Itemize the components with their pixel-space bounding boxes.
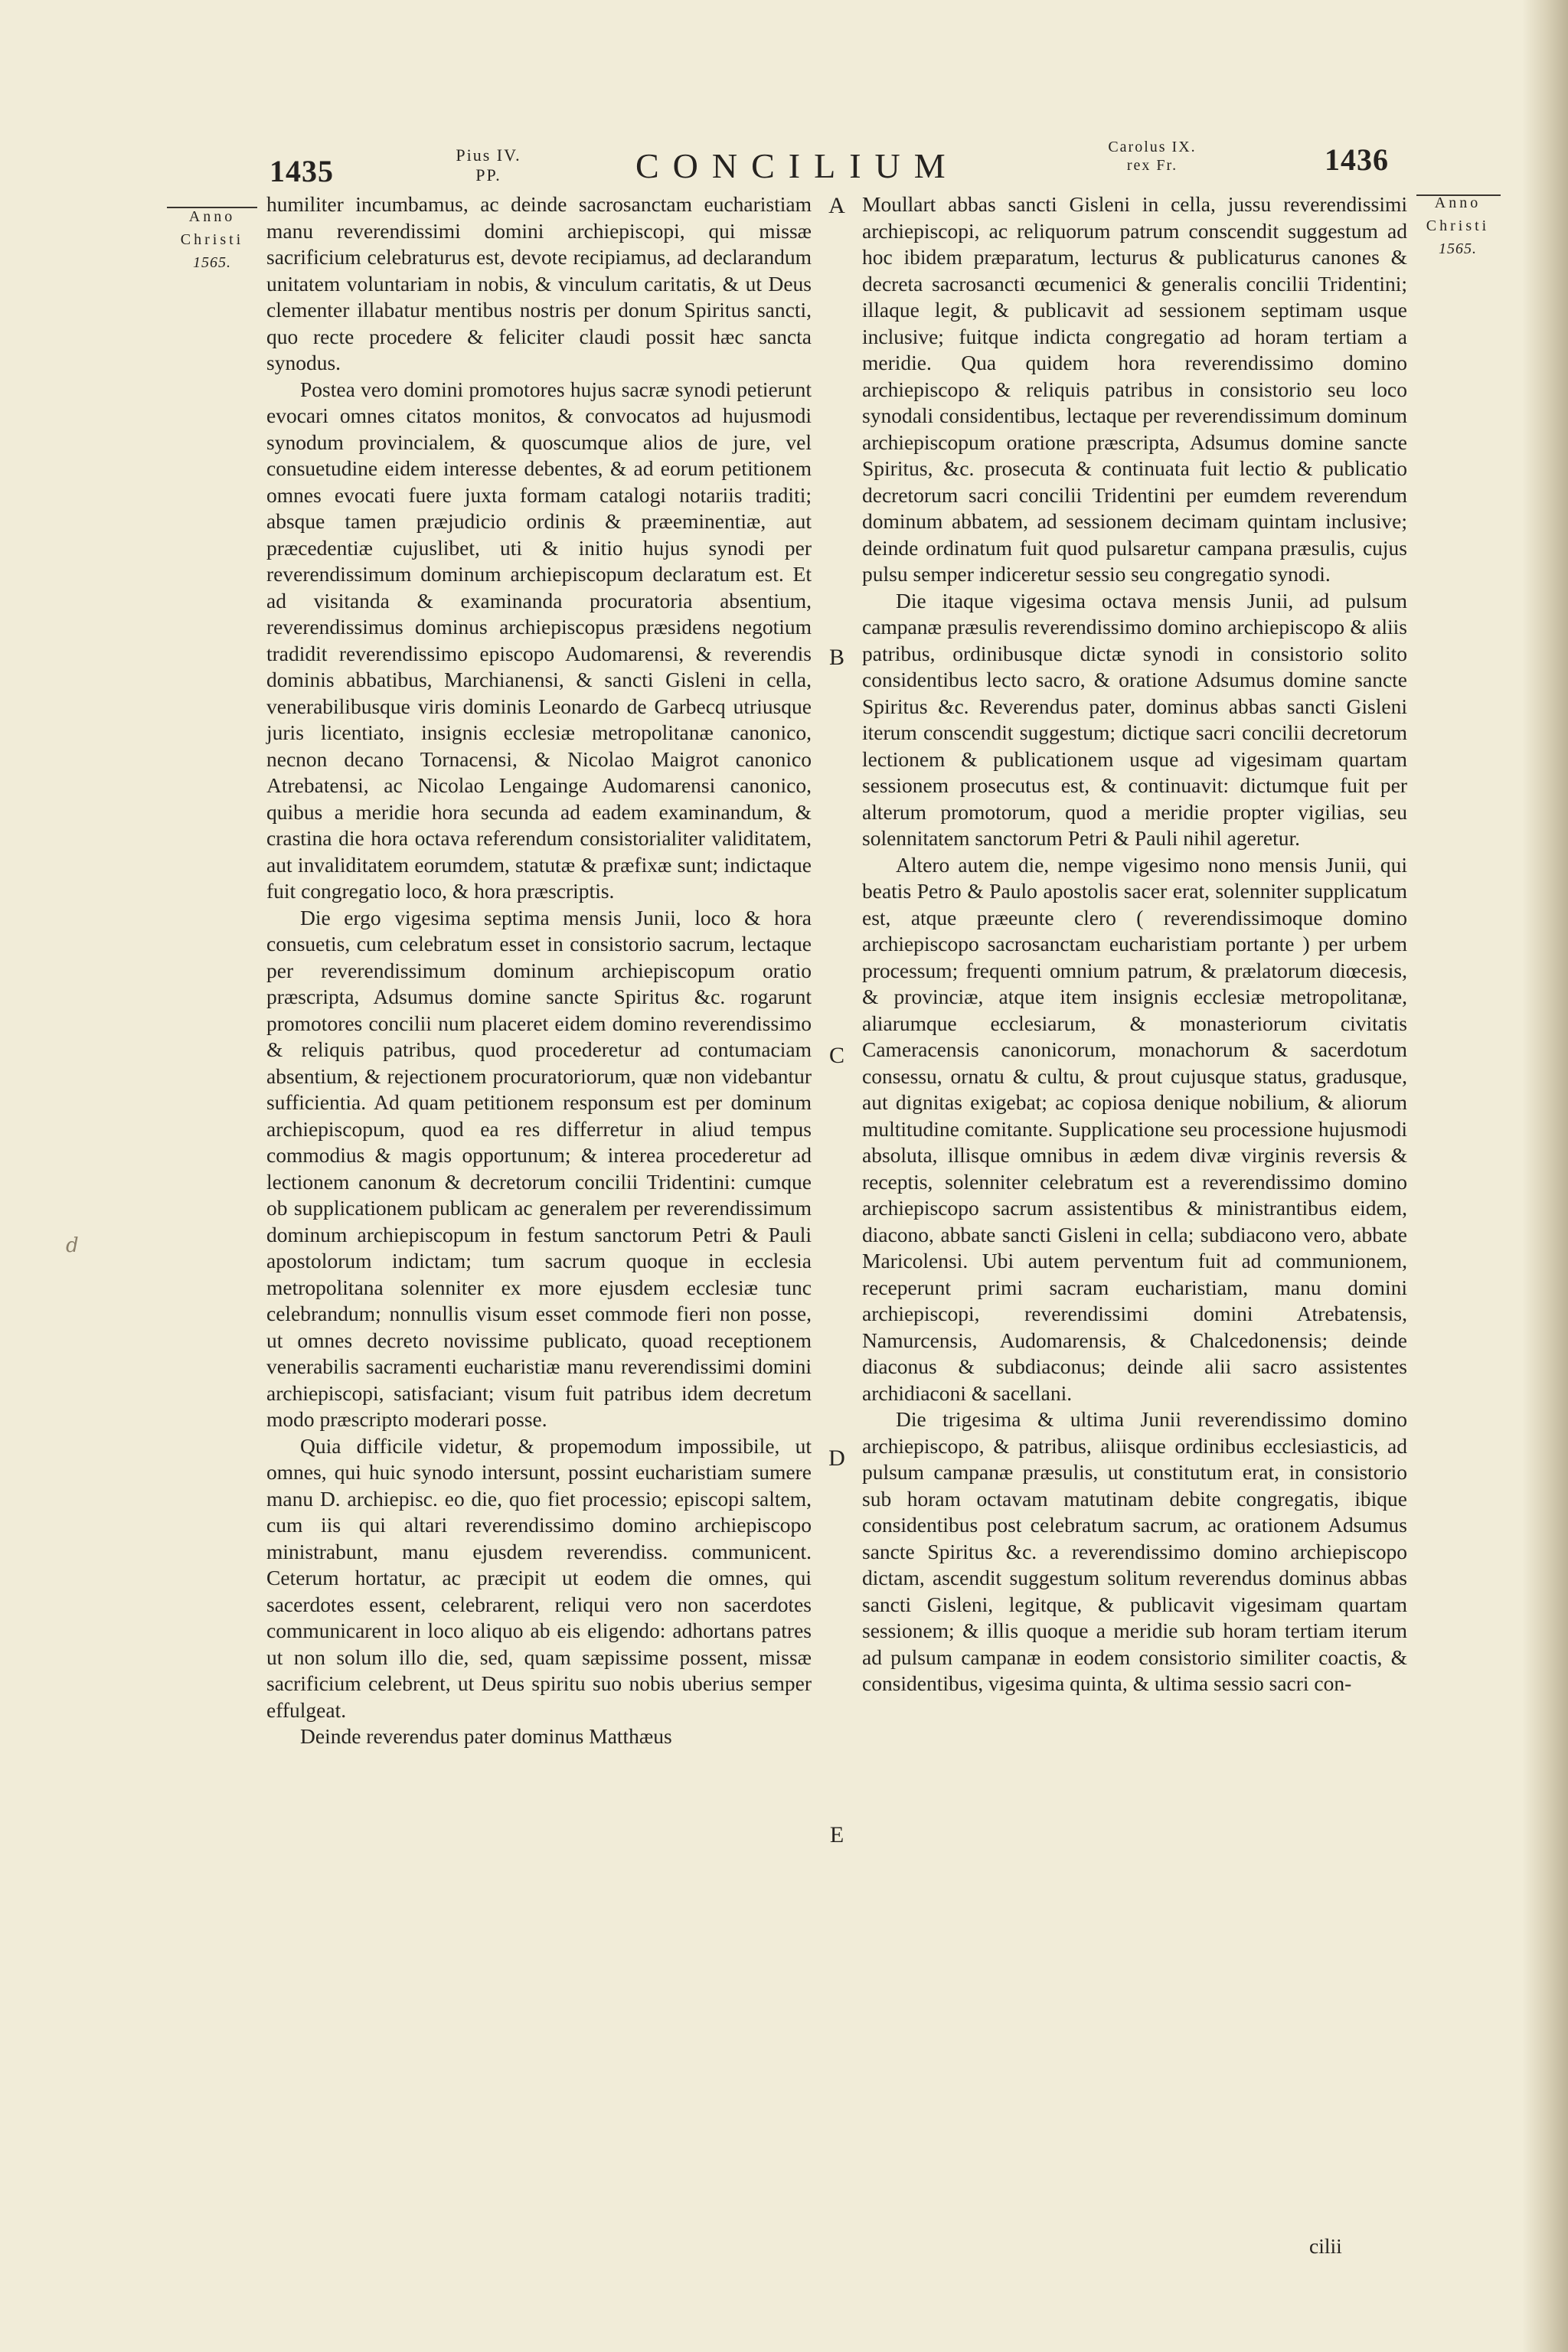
margin-date-right [1413, 191, 1503, 260]
king-heading: Carolus IX. rex Fr. [1108, 139, 1197, 174]
page-number-left: 1435 [270, 154, 334, 188]
christi-label: Christi [1426, 217, 1490, 234]
running-header [0, 115, 1568, 199]
anno-label: Anno [1434, 194, 1481, 211]
page-number-right: 1436 [1325, 142, 1389, 177]
left-text-column [266, 191, 812, 1750]
margin-scribble: d [66, 1234, 79, 1257]
paragraph: Die ergo vigesima septima mensis Junii, loco & hora consuetis, cum celebratum esset in consistorio sacrum, lectaque per reverendissimum dominum archiepiscopum oratio præscripta, Adsumus domine sancte Spiritus &c. rogarunt promotores concilii num placeret eidem domino reverendissimo & reliquis patribus, quod procederetur ad contumaciam absentium, & rejectionem procuratoriorum, quæ non videbantur sufficientia. Ad quam petitionem responsum est per dominum archiepiscopum, quod ea res differretur in aliud tempus commodius & magis opportunum; & interea procederetur ad lectionem canonum & decretorum concilii Tridentini: cumque ob supplicationem publicam ac generalem per reverendissimum dominum archiepiscopum in festum sanctorum Petri & Pauli apostolorum indictam; tum sacrum quoque in ecclesia metropolitana solenniter ex more ejusdem ecclesiæ tunc celebrandum; nonnullis visum esset commode fieri non posse, ut omnes decreto novissime publicato, quoad receptionem venerabilis sacramenti eucharistiæ manu reverendissimi domini archiepiscopi, satisfaciant; visum fuit patribus idem decretum modo præscripto moderari posse. [266, 905, 812, 1431]
paragraph: Quia difficile videtur, & propemodum impossibile, ut omnes, qui huic synodo intersunt, possint eucharistiam sumere manu D. archiepisc. eo die, quo fiet processio; episcopi saltem, cum iis qui altari reverendissimo domino archiepiscopo ministrabunt, manu ejusdem reverendiss. communicent. Ceterum hortatur, ac præcipit ut eodem die omnes, qui sacerdotes essent, celebrarent, reliqui vero non sacerdotes communicarent in loco aliquo ab eis eligendo: adhortans patres ut non solum illo die, sed, quam sæpissime possent, missæ sacrificium celebrent, ut Deus spiritu suo nobis uberius semper effulgeat. [266, 1433, 812, 1722]
section-letter-d: D [828, 1446, 845, 1471]
margin-date-left [167, 205, 257, 274]
paragraph: Die trigesima & ultima Junii reverendissimo domino archiepiscopo, & patribus, aliisque ordinibus ecclesiasticis, ad pulsum campanæ præsulis, ut constitutum erat, in consistorio sub horam octavam matutinam debite congregatis, ibique considentibus post celebratum sacrum, ac orationem Adsumus sancte Spiritus &c. a reverendissimo domino archiepiscopo dictam, ascendit suggestum solitum reverendus dominus abbas sancti Gisleni, legitque, & publicavit vigesimam quartam sessionem; & illis quoque a meridie sub horam tertiam iterum ad pulsum campanæ in eodem consistorio similiter coactis, & considentibus, vigesima quinta, & ultima sessio sacri con- [862, 1407, 1407, 1695]
paragraph: Moullart abbas sancti Gisleni in cella, jussu reverendissimi archiepiscopi, ac reliquorum patrum conscendit suggestum ad hoc ibidem præparatum, lecturus & publicaturus canones & decreta sacrosancti œcumenici & generalis concilii Tridentini; illaque legit, & publicavit ad sessionem septimam usque inclusive; fuitque indicta congregatio ad horam tertiam a meridie. Qua quidem hora reverendissimo domino archiepiscopo & reliquis patribus in consistorio seu loco synodali considentibus, lectaque per reverendissimum dominum archiepiscopum oratione præscripta, Adsumus domine sancte Spiritus, &c. prosecuta & continuata fuit lectio & publicatio decretorum sacri concilii Tridentini per eumdem reverendum dominum abbatem, ad sessionem decimam quintam inclusive; deinde ordinatum fuit quod pulsaretur campana præsulis, cujus pulsu semper indiceretur sessio seu congregatio synodi. [862, 192, 1407, 586]
catchword: cilii [1309, 2234, 1342, 2258]
page-edge-shadow [1522, 0, 1568, 2352]
running-title: CONCILIUM [635, 146, 959, 185]
paragraph: Die itaque vigesima octava mensis Junii, ad pulsum campanæ præsulis reverendissimo domino archiepiscopo & aliis patribus, ordinibusque dictæ synodi in consistorio solito considentibus lecto sacro, & oratione Adsumus domine sancte Spiritus &c. Reverendus pater, dominus abbas sancti Gisleni iterum conscendit suggestum; dictique sacri concilii decretorum lectionem & publicationem usque ad vigesimam quartam sessionem prosecutus est, & continuavit: dictumque fuit per alterum promotorum, quod a meridie propter vigilias, seu solennitatem sanctorum Petri & Pauli nihil ageretur. [862, 588, 1407, 850]
section-letter-a: A [828, 193, 845, 218]
paragraph: humiliter incumbamus, ac deinde sacrosanctam eucharistiam manu reverendissimi domini archiepiscopi, qui missæ sacrificium celebraturus est, devote recipiamus, ad declarandum unitatem voluntariam in nobis, & vinculum caritatis, & ut Deus clementer illabatur mentibus nostris per donum Spiritus sancti, quo recte procedere & feliciter claudi possit hæc sancta synodus. [266, 192, 812, 374]
year-label: 1565. [1439, 240, 1477, 257]
paragraph: Deinde reverendus pater dominus Matthæus [300, 1724, 672, 1748]
section-letter-e: E [829, 1822, 844, 1847]
right-text-column [862, 191, 1407, 1697]
christi-label: Christi [180, 231, 244, 248]
paragraph: Altero autem die, nempe vigesimo nono mensis Junii, qui beatis Petro & Paulo apostolis sacer erat, solenniter supplicatum est, atque præeunte clero ( reverendissimoque domino archiepiscopo sacrosanctam eucharistiam portante ) per urbem processum; frequenti omnium patrum, & prælatorum diœcesis, & provinciæ, atque item insignis ecclesiæ metropolitanæ, aliarumque ecclesiarum, & monasteriorum civitatis Cameracensis canonicorum, monachorum & sacerdotum consessu, ornatu & cultu, & prout cujusque status, gradusque, aut dignitas exigebat; ac copiosa denique nobilium, & aliorum multitudine comitante. Supplicatione seu processione hujusmodi absoluta, illisque omnibus in ædem divæ virginis reversis & receptis, solenniter celebratum est a reverendissimo domino archiepiscopo sacrum assistentibus & ministrantibus eidem, diacono, abbate sancti Gisleni in cella; subdiacono vero, abbate Maricolensi. Ubi autem perventum fuit ad communionem, receperunt primi sacram eucharistiam, manu domini archiepiscopi, reverendissimi domini Atrebatensis, Namurcensis, Audomarensis, & Chalcedonensis; deinde diaconus & subdiaconus; deinde alii sacro assistentes archidiaconi & sacellani. [862, 852, 1407, 1405]
anno-label: Anno [188, 208, 236, 225]
paragraph: Postea vero domini promotores hujus sacræ synodi petierunt evocari omnes citatos monitos, & convocatos ad hujusmodi synodum provincialem, & quoscumque alios de jure, vel consuetudine eidem interesse debentes, & ad eorum petitionem omnes evocati fuere juxta formam catalogi notariis traditi; absque tamen præjudicio ordinis & præeminentiæ, aut præcedentiæ cujuslibet, uti & initio hujus synodi per reverendissimum dominum archiepiscopum declaratum est. Et ad visitanda & examinanda procuratoria absentium, reverendissimus dominus archiepiscopus præsidens negotium tradidit reverendissimo episcopo Audomarensi, & reverendis dominis abbatibus, Marchianensi, & sancti Gisleni in cella, venerabilibusque viris dominis Leonardo de Garbecq utriusque juris licentiato, insignis ecclesiæ metropolitanæ canonico, necnon decano Tornacensi, & Nicolao Maigrot canonico Atrebatensi, ac Nicolao Lengainge Audomarensi canonico, quibus a meridie hora secunda ad eadem examinandum, & crastina die hora octava referendum consistorialiter validitatem, aut invaliditatem eorumdem, statutæ & præfixæ sunt; indictaque fuit congregatio loco, & hora præscriptis. [266, 377, 812, 903]
section-letter-b: B [828, 645, 844, 670]
section-letter-c: C [828, 1043, 844, 1068]
pope-heading: Pius IV. PP. [456, 145, 521, 185]
year-label: 1565. [193, 254, 231, 271]
